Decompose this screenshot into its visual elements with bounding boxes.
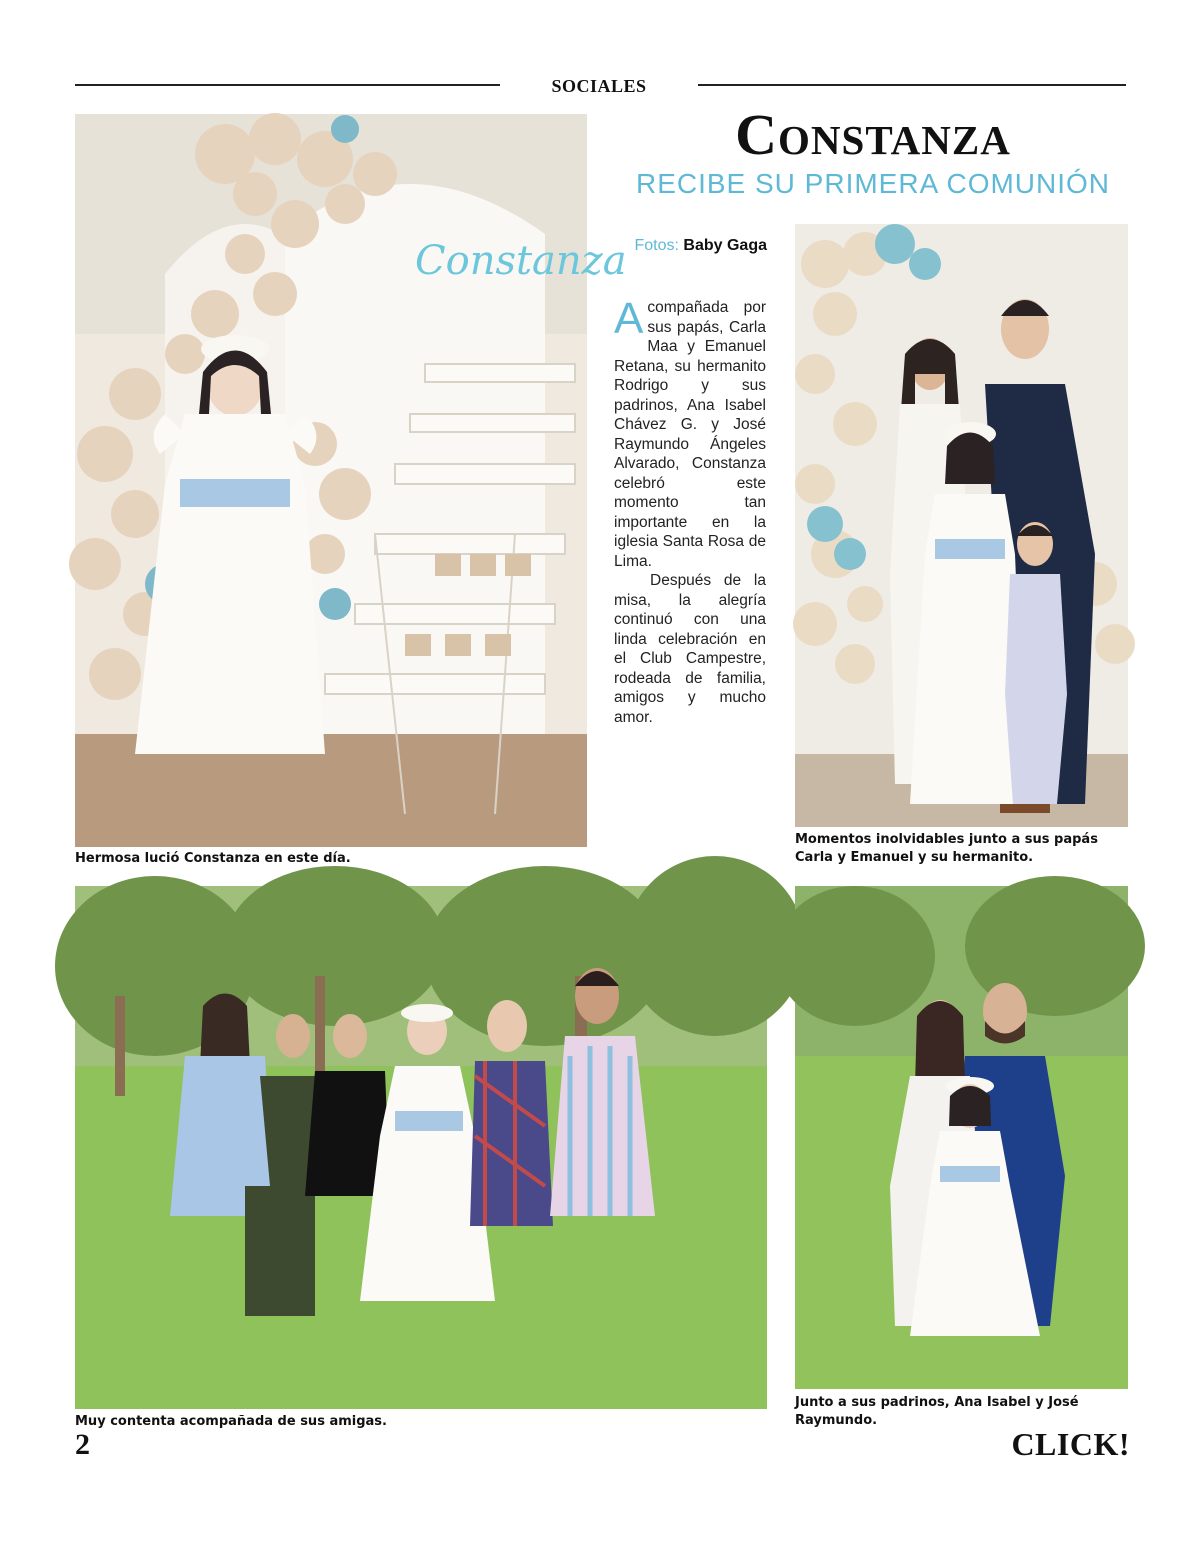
article-title: Constanza [735,102,1011,167]
photo-friends [75,886,767,1409]
credit-name: Baby Gaga [683,237,767,254]
photo-constanza-portrait [75,114,627,847]
article-body [614,294,766,727]
photo-family [795,224,1128,827]
caption-photo-4: Junto a sus padrinos, Ana Isabel y José Raymundo. [795,1395,1079,1428]
article-paragraph-2: Después de la misa, la alegría continuó con una linda celebración en el Club Campestre, rodeada de familia, amigos y mucho amor. [614,572,766,726]
header-rule-right [698,84,1126,86]
page-number: 2 [75,1428,90,1461]
caption-photo-3: Muy contenta acompañada de sus amigas. [75,1414,387,1429]
photo-godparents [795,886,1128,1389]
neon-name-sign: Constanza [415,238,627,284]
photo-credit [612,236,767,256]
paragraph-1-text: compañada por sus papás, Carla Maa y Emanuel Retana, su hermanito Rodrigo y sus padrinos, Ana Isabel Chávez G. y José Raymundo Ángeles Alvarado, Constanza celebró este momento tan importante en la iglesia Santa Rosa de Lima. [614,299,766,570]
magazine-logo: CLICK! [1011,1426,1130,1462]
section-label: SOCIALES [551,76,647,96]
article-paragraph-1 [614,294,766,571]
article-subtitle: RECIBE SU PRIMERA COMUNIÓN [635,168,1111,199]
caption-photo-1: Hermosa lució Constanza en este día. [75,851,351,866]
credit-label: Fotos: [634,237,679,254]
caption-photo-2: Momentos inolvidables junto a sus papás Carla y Emanuel y su hermanito. [795,832,1098,865]
header-rule-left [75,84,500,86]
drop-cap: A [614,294,644,343]
